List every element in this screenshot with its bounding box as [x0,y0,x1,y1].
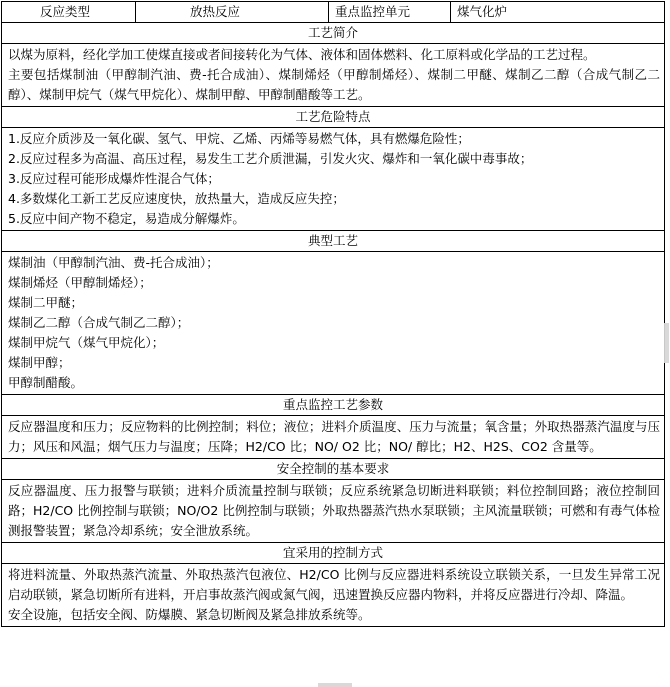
parameters-title: 重点监控工艺参数 [2,395,665,416]
control-body [2,564,665,627]
monitor-unit-value: 煤气化炉 [451,2,665,23]
intro-line: 以煤为原料，经化学加工使煤直接或者间接转化为气体、液体和固体燃料、化工原料或化学品的工艺过程。 [8,47,596,62]
section-heading-row [2,23,665,44]
control-safety-facilities: 安全设施，包括安全阀、防爆膜、紧急切断阀及紧急排放系统等。 [8,607,371,622]
parameters-row [2,416,665,459]
monitor-unit-label: 重点监控单元 [329,2,451,23]
header-row [2,2,665,23]
section-heading-row [2,543,665,564]
reaction-type-value: 放热反应 [136,2,329,23]
reaction-type-label: 反应类型 [2,2,136,23]
typical-process-item: 煤制甲烷气（煤气甲烷化）； [8,335,165,350]
hazard-item: 1.反应介质涉及一氧化碳、氢气、甲烷、乙烯、丙烯等易燃气体，具有燃爆危险性； [8,131,470,146]
hazards-row [2,128,665,231]
safety-body [2,480,665,543]
typical-title: 典型工艺 [2,231,665,252]
process-safety-table [1,1,665,627]
hazard-item: 4.多数煤化工新工艺反应速度快，放热量大，造成反应失控； [8,191,345,206]
intro-line: 主要包括煤制油（甲醇制汽油、费-托合成油）、煤制烯烃（甲醇制烯烃）、煤制二甲醚、煤制乙二醇（合成气制乙二醇）、煤制甲烷气（煤气甲烷化）、煤制甲醇、甲醇制醋酸等工艺。 [8,67,660,102]
typical-row [2,252,665,395]
section-heading-row [2,395,665,416]
typical-process-item: 煤制甲醇； [8,355,71,370]
safety-row [2,480,665,543]
parameters-body [2,416,665,459]
intro-row [2,44,665,107]
horizontal-scrollbar-handle[interactable] [318,683,352,687]
section-heading-row [2,107,665,128]
process-safety-table-page [1,1,664,627]
intro-body [2,44,665,107]
typical-process-item: 煤制油（甲醇制汽油、费-托合成油）； [8,255,219,270]
section-heading-row [2,231,665,252]
typical-process-item: 甲醇制醋酸。 [8,375,84,390]
control-title: 宜采用的控制方式 [2,543,665,564]
intro-title: 工艺简介 [2,23,665,44]
control-row [2,564,665,627]
safety-title: 安全控制的基本要求 [2,459,665,480]
vertical-scrollbar-handle[interactable] [664,323,669,363]
typical-process-item: 煤制乙二醇（合成气制乙二醇）； [8,315,190,330]
safety-text: 反应器温度、压力报警与联锁；进料介质流量控制与联锁；反应系统紧急切断进料联锁；料位控制回路；液位控制回路；H2/CO 比例控制与联锁；NO/O2 比例控制与联锁；外取热器蒸汽热水泵联锁；主风流量联锁；可燃和有毒气体检测报警装置；紧急冷却系统；安全泄放系统。 [8,483,660,538]
parameters-text: 反应器温度和压力；反应物料的比例控制；料位；液位；进料介质温度、压力与流量；氧含量；外取热器蒸汽温度与压力；风压和风温；烟气压力与温度；压降；H2/CO 比；NO/ O2 比；NO/ 醇比；H2、H2S、CO2 含量等。 [8,419,660,454]
hazard-item: 2.反应过程多为高温、高压过程，易发生工艺介质泄漏，引发火灾、爆炸和一氧化碳中毒事故； [8,151,533,166]
hazard-item: 5.反应中间产物不稳定，易造成分解爆炸。 [8,211,245,226]
typical-body [2,252,665,395]
hazards-title: 工艺危险特点 [2,107,665,128]
typical-process-item: 煤制二甲醚； [8,295,84,310]
section-heading-row [2,459,665,480]
hazard-item: 3.反应过程可能形成爆炸性混合气体； [8,171,220,186]
hazards-body [2,128,665,231]
typical-process-item: 煤制烯烃（甲醇制烯烃）； [8,275,152,290]
control-text: 将进料流量、外取热蒸汽流量、外取热蒸汽包液位、H2/CO 比例与反应器进料系统设立联锁关系，一旦发生异常工况启动联锁，紧急切断所有进料，开启事故蒸汽阀或氮气阀，迅速置换反应器内物料，并将反应器进行冷却、降温。 [8,567,660,602]
